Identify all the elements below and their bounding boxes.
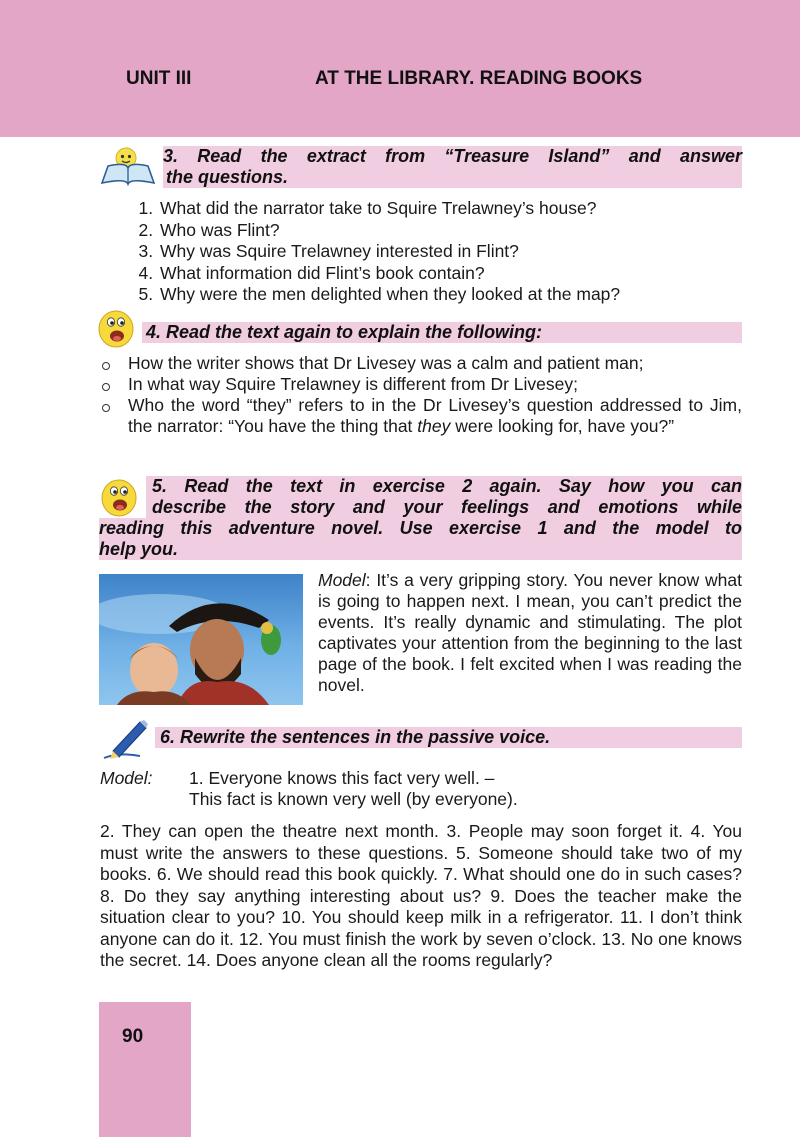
task-4-heading-text: 4. Read the text again to explain the following:	[146, 322, 543, 342]
explain-item-1: How the writer shows that Dr Livesey was a calm and patient man;	[100, 353, 742, 374]
page-number: 90	[122, 1026, 144, 1047]
reading-book-icon	[99, 146, 157, 186]
task-5-heading-b	[99, 518, 742, 560]
task-6-model-line1: 1. Everyone knows this fact very well. –	[189, 768, 495, 788]
task-6-sentences: 2. They can open the theatre next month. 3. People may soon forget it. 4. You must write the answers to these questions. 5. Someone should take two of my books. 6. We should read this book quickly. 7. What should one do in such cases? 8. Do they say anything interesting about us? 9. Does the teacher make the situation clear to you? 10. You should keep milk in a refrigerator. 11. I don’t think anyone can do it. 12. You must finish the work by seven o’clock. 13. No one knows the secret. 14. Does anyone clean all the rooms regularly?	[100, 821, 742, 970]
photo-illustration	[99, 574, 303, 705]
task-5-model-text: : It’s a very gripping story. You never know what is going to happen next. I mean, you can’t predict the events. It’s really dynamic and stimulating. The plot captivates your attention from the beginning to the last page of the book. I felt excited when I was reading the novel.	[318, 570, 742, 695]
question-2: 2. Who was Flint?	[158, 220, 758, 242]
task-4-heading	[142, 322, 742, 343]
task-5-heading-a	[146, 476, 742, 518]
explain-item-3-start: Who the word “they” refers to in the Dr Livesey’s question addressed to Jim, the narrator: “You have the thing that	[128, 395, 742, 436]
task-3-questions	[128, 198, 758, 306]
task-3-heading-line1: 3. Read the extract from “Treasure Island” and answer	[163, 146, 742, 166]
question-1: 1. What did the narrator take to Squire Trelawney’s house?	[158, 198, 758, 220]
task-6-heading-text: 6. Rewrite the sentences in the passive voice.	[160, 727, 551, 747]
task-3-heading	[163, 146, 742, 188]
task-5-model	[318, 570, 742, 696]
unit-title: AT THE LIBRARY. READING BOOKS	[315, 68, 643, 89]
task-3-heading-line2: the questions.	[166, 167, 289, 187]
question-3: 3. Why was Squire Trelawney interested in Flint?	[158, 241, 758, 263]
page-header	[0, 0, 800, 137]
writing-pen-icon	[100, 718, 150, 762]
task-6-model-line2: This fact is known very well (by everyone).	[189, 789, 518, 809]
explain-item-2: In what way Squire Trelawney is different from Dr Livesey;	[100, 374, 742, 395]
explain-item-3-italic: they	[417, 416, 451, 436]
task-6-model-label: Model:	[100, 768, 153, 788]
task-5-model-label: Model	[318, 570, 366, 590]
question-4: 4. What information did Flint’s book contain?	[158, 263, 758, 285]
task-6-heading	[155, 727, 742, 748]
speaking-smiley-icon-2	[101, 478, 139, 518]
speaking-smiley-icon	[98, 309, 136, 349]
explain-item-3	[100, 395, 742, 437]
question-5: 5. Why were the men delighted when they looked at the map?	[158, 284, 758, 306]
unit-label: UNIT III	[126, 68, 192, 89]
treasure-island-photo	[99, 574, 303, 705]
task-6-model-lines	[189, 768, 639, 810]
task-5-heading-line4: help you.	[99, 539, 179, 559]
task-4-list	[100, 353, 742, 437]
explain-item-3-end: were looking for, have you?”	[450, 416, 675, 436]
task-5-heading-line2: describe the story and your feelings and emotions while	[152, 497, 742, 517]
page-number-tab	[99, 1002, 191, 1137]
task-5-heading-line1: 5. Read the text in exercise 2 again. Say how you can	[152, 476, 742, 496]
task-5-heading-line3: reading this adventure novel. Use exercise 1 and the model to	[99, 518, 742, 538]
